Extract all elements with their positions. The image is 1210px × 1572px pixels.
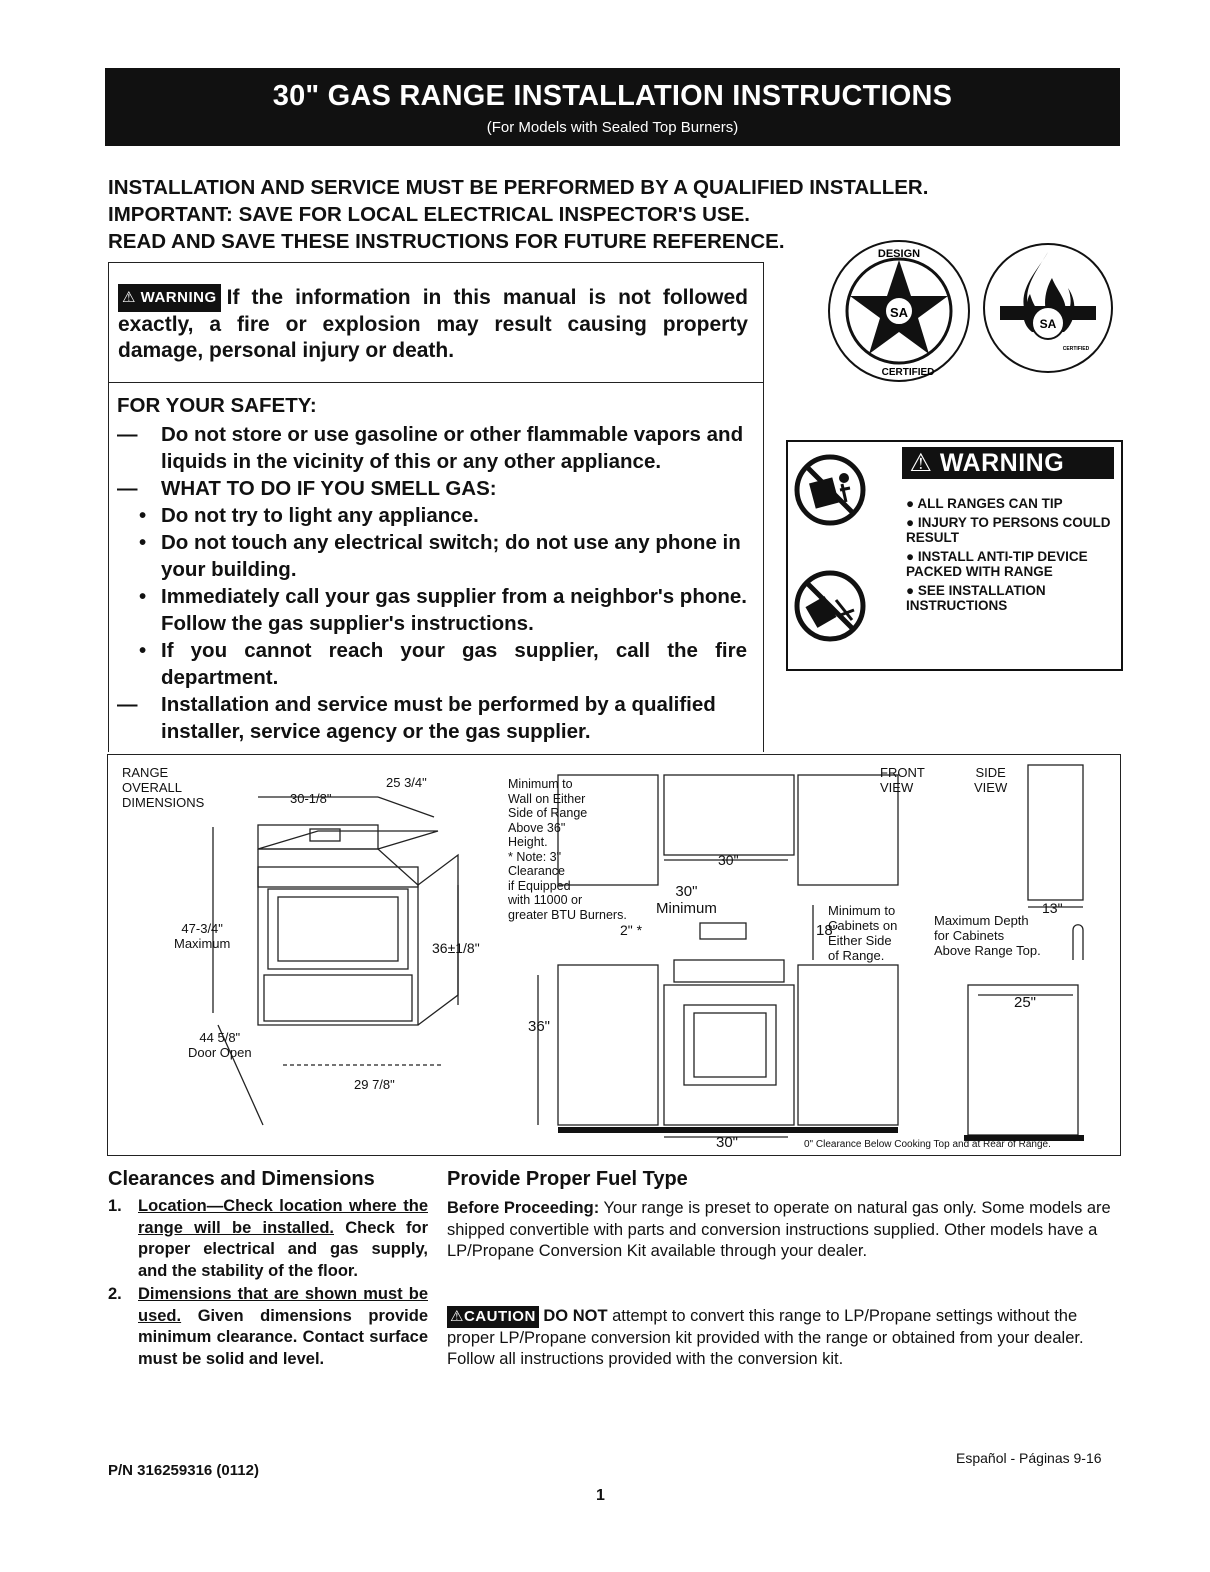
document-subtitle: (For Models with Sealed Top Burners) — [486, 119, 739, 136]
depth-25-3-4-label: 25 3/4" — [386, 775, 427, 790]
minimum-to-cabinets-note: Minimum to Cabinets on Either Side of Range. — [828, 903, 898, 963]
before-proceeding-lead: Before Proceeding: — [447, 1199, 600, 1217]
range-overall-label: RANGE OVERALL DIMENSIONS — [122, 765, 205, 810]
warning-frame-right — [763, 262, 764, 752]
caution-label: ⚠CAUTION — [447, 1306, 539, 1328]
dim-30-minimum-label: 30" Minimum — [656, 883, 717, 917]
gas-seal-logo-text: SA — [1039, 317, 1057, 331]
door-open-label: 44 5/8" Door Open — [188, 1030, 252, 1060]
clearance-item-lead: Dimensions that are shown must be used. — [138, 1285, 428, 1325]
tip-warning-banner: ⚠ WARNING — [902, 447, 1114, 479]
tip-warning-item: ● INJURY TO PERSONS COULD RESULT — [906, 514, 1111, 545]
dim-13-label: 13" — [1042, 900, 1063, 916]
fuel-type-paragraph: Before Proceeding: Your range is preset to operate on natural gas only. Some models are shipped convertible with parts and conversion instructions supplied. Other models have a LP/Propane Conversion Kit available through your dealer. — [447, 1199, 1111, 1260]
dash-mark: — — [117, 477, 138, 500]
safety-item: — Do not store or use gasoline or other flammable vapors and liquids in the vicinity of this or any other appliance. — [117, 423, 744, 473]
warning-paragraph — [118, 284, 748, 364]
fuel-type-title: Provide Proper Fuel Type — [447, 1168, 688, 1190]
dash-mark: — — [117, 423, 138, 446]
minimum-to-wall-note: Minimum to Wall on Either Side of Range Above 36" Height. * Note: 3" Clearance if Equipped with 11000 or greater BTU Burners. — [508, 777, 627, 922]
dim-25-label: 25" — [1014, 994, 1037, 1011]
document-title: 30" GAS RANGE INSTALLATION INSTRUCTIONS — [272, 80, 953, 112]
safety-bullet: • Do not try to light any appliance. — [139, 504, 479, 527]
seal-design-text: DESIGN — [877, 248, 921, 260]
no-tip-over-icon — [794, 454, 866, 526]
caution-lead: DO NOT — [543, 1307, 608, 1325]
gas-seal-certified-text: CERTIFIED — [1062, 346, 1090, 352]
side-view-label: SIDE VIEW — [974, 765, 1008, 795]
warning-frame-top — [108, 262, 764, 263]
bullet-mark: • — [139, 531, 147, 554]
tip-warning-list — [906, 496, 1116, 617]
zero-clearance-note: 0" Clearance Below Cooking Top and at Rear of Range. — [804, 1139, 1051, 1150]
warning-text: If the information in this manual is not followed exactly, a fire or explosion may result causing property damage, personal injury or death. — [118, 286, 748, 362]
clearances-title: Clearances and Dimensions — [108, 1168, 375, 1190]
safety-bullet: • If you cannot reach your gas supplier, call the fire department. — [139, 639, 747, 689]
maximum-depth-note: Maximum Depth for Cabinets Above Range Top. — [934, 913, 1041, 958]
anti-tip-warning-box — [786, 440, 1123, 671]
safety-bullet: • Do not touch any electrical switch; do not use any phone in your building. — [139, 531, 741, 581]
warning-label: ⚠ WARNING — [118, 284, 221, 312]
header-save-for-inspector: IMPORTANT: SAVE FOR LOCAL ELECTRICAL INSPECTOR'S USE. — [108, 203, 750, 226]
no-tip-over-icon-2 — [794, 570, 866, 642]
clearance-item-lead: Location—Check location where the range will be installed. — [138, 1197, 428, 1237]
header-read-and-save: READ AND SAVE THESE INSTRUCTIONS FOR FUTURE REFERENCE. — [108, 230, 785, 253]
design-certified-seal — [826, 238, 972, 384]
safety-title: FOR YOUR SAFETY: — [117, 394, 317, 417]
height-36-label: 36±1/8" — [432, 940, 480, 956]
clearance-item: 2. Dimensions that are shown must be used. Given dimensions provide minimum clearance. Contact surface must be solid and level. — [108, 1285, 428, 1368]
dim-36-label: 36" — [528, 1018, 551, 1035]
caution-paragraph: ⚠CAUTION DO NOT attempt to convert this range to LP/Propane settings without the proper LP/Propane conversion kit provided with the range or obtained from your dealer. Follow all instructions provided with the conversion kit. — [447, 1307, 1084, 1368]
safety-bullet: • Immediately call your gas supplier from a neighbor's phone. Follow the gas supplier's instructions. — [139, 585, 747, 635]
dimensions-diagram — [107, 754, 1121, 1156]
warning-frame-left — [108, 262, 109, 752]
depth-29-7-8-label: 29 7/8" — [354, 1077, 395, 1092]
height-47-3-4-label: 47-3/4" Maximum — [174, 921, 231, 951]
seal-certified-text: CERTIFIED — [881, 367, 935, 378]
front-view-label: FRONT VIEW — [880, 765, 925, 795]
dash-mark: — — [117, 693, 138, 716]
safety-item: — WHAT TO DO IF YOU SMELL GAS: — [117, 477, 497, 500]
dim-2-label: 2" * — [620, 922, 643, 938]
warning-frame-divider — [108, 382, 764, 383]
bullet-mark: • — [139, 585, 147, 608]
page-number: 1 — [596, 1487, 605, 1504]
dim-18-label: 18" — [816, 922, 839, 939]
part-number: P/N 316259316 (0112) — [108, 1462, 259, 1479]
spanish-pages-note: Español - Páginas 9-16 — [956, 1450, 1102, 1466]
tip-warning-item: ● ALL RANGES CAN TIP — [906, 496, 1063, 511]
dim-30-bottom-label: 30" — [716, 1134, 739, 1151]
dim-30-top-label: 30" — [718, 852, 739, 868]
safety-section — [117, 392, 747, 745]
gas-certified-seal — [980, 238, 1116, 378]
seal-logo-text: SA — [889, 305, 909, 320]
header-qualified-installer: INSTALLATION AND SERVICE MUST BE PERFORMED BY A QUALIFIED INSTALLER. — [108, 176, 929, 199]
clearances-list — [108, 1196, 428, 1372]
tip-warning-item: ● SEE INSTALLATION INSTRUCTIONS — [906, 582, 1046, 613]
title-banner — [105, 68, 1120, 146]
safety-item: — Installation and service must be performed by a qualified installer, service agency or the gas supplier. — [117, 693, 716, 743]
clearance-item: 1. Location—Check location where the range will be installed. Check for proper electrical and gas supply, and the stability of the floor. — [108, 1197, 429, 1280]
tip-warning-label: WARNING — [939, 449, 1065, 477]
width-30-1-8-label: 30-1/8" — [290, 791, 332, 806]
bullet-mark: • — [139, 639, 147, 662]
bullet-mark: • — [139, 504, 147, 527]
tip-warning-item: ● INSTALL ANTI-TIP DEVICE PACKED WITH RANGE — [906, 548, 1088, 579]
